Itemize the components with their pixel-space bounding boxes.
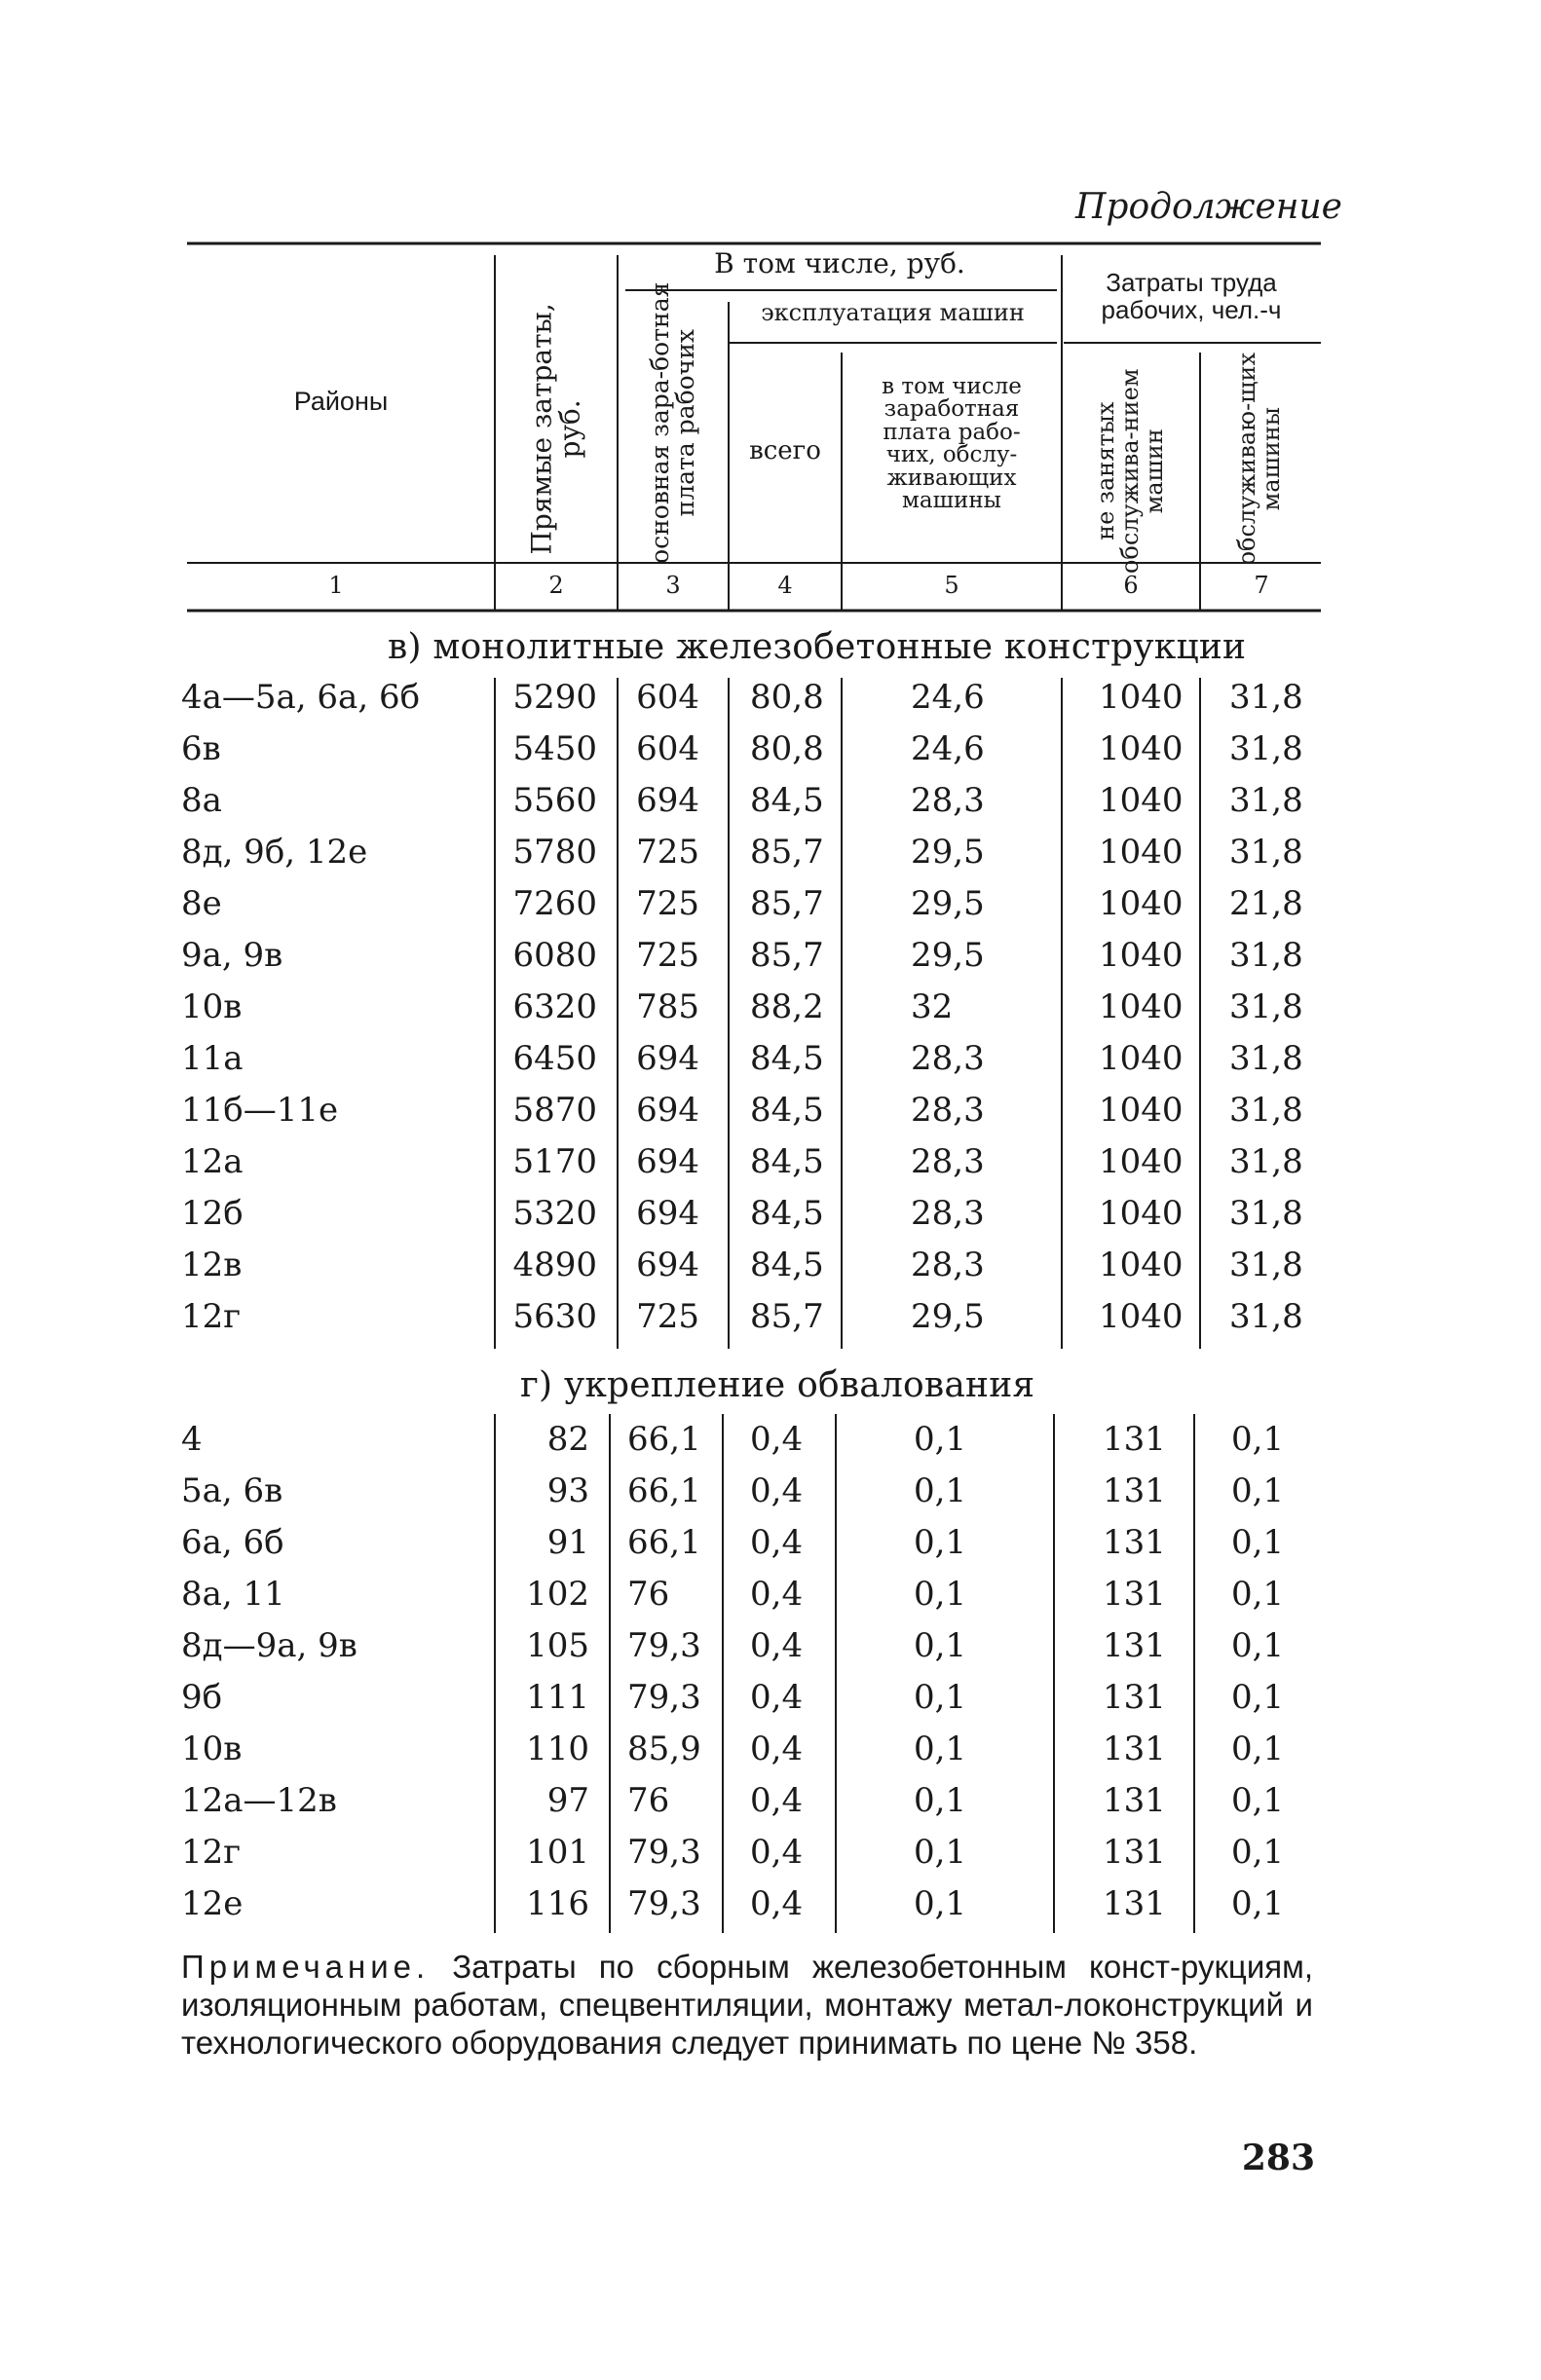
cell-labor-operating: 0,1 (1231, 1833, 1285, 1872)
cell-direct-costs: 6080 (512, 936, 597, 975)
header-total: всего (749, 436, 821, 465)
section-title-monolithic: в) монолитные железобетонные конструкции (388, 627, 1247, 667)
cell-machine-total: 0,4 (750, 1575, 804, 1614)
cell-direct-costs: 7260 (512, 884, 597, 923)
cell-operator-wage: 0,1 (914, 1833, 967, 1872)
cell-direct-costs: 5630 (512, 1297, 597, 1336)
page-number: 283 (1241, 2138, 1315, 2178)
cell-labor-operating: 31,8 (1229, 1246, 1303, 1284)
cell-labor-not-operating: 131 (1103, 1884, 1166, 1923)
table-row (0, 1575, 1541, 1625)
cell-machine-total: 0,4 (750, 1781, 804, 1820)
cell-machine-total: 0,4 (750, 1884, 804, 1923)
table-row (0, 1297, 1541, 1348)
cell-labor-not-operating: 131 (1103, 1575, 1166, 1614)
cell-labor-operating: 0,1 (1231, 1781, 1285, 1820)
cell-direct-costs: 5320 (512, 1194, 597, 1233)
table-row (0, 1833, 1541, 1883)
table-row (0, 1091, 1541, 1141)
cell-labor-operating: 0,1 (1231, 1729, 1285, 1768)
cell-direct-costs: 5780 (512, 833, 597, 872)
cell-region: 12а (181, 1142, 244, 1181)
cell-machine-total: 0,4 (750, 1420, 804, 1459)
cell-direct-costs: 102 (526, 1575, 589, 1614)
cell-region: 8д, 9б, 12е (181, 833, 368, 872)
cell-region: 8а (181, 781, 222, 820)
cell-region: 4а—5а, 6а, 6б (181, 678, 421, 717)
cell-base-wage: 79,3 (627, 1833, 701, 1872)
cell-labor-not-operating: 1040 (1099, 1297, 1184, 1336)
cell-region: 6а, 6б (181, 1523, 284, 1562)
cell-direct-costs: 110 (526, 1729, 589, 1768)
cell-base-wage: 66,1 (627, 1420, 701, 1459)
cell-region: 12б (181, 1194, 244, 1233)
header-machine-operation: эксплуатация машин (761, 299, 1025, 326)
cell-region: 11а (181, 1039, 244, 1078)
cell-direct-costs: 6320 (512, 987, 597, 1026)
column-number-2: 2 (548, 572, 564, 599)
cell-labor-operating: 31,8 (1229, 1091, 1303, 1130)
cell-labor-operating: 31,8 (1229, 987, 1303, 1026)
cell-direct-costs: 4890 (512, 1246, 597, 1284)
cell-operator-wage: 0,1 (914, 1471, 967, 1510)
cell-machine-total: 84,5 (750, 1194, 824, 1233)
cell-labor-not-operating: 1040 (1099, 781, 1184, 820)
section-title-embankment: г) укрепление обвалования (520, 1365, 1035, 1405)
cell-direct-costs: 5560 (512, 781, 597, 820)
cell-direct-costs: 116 (526, 1884, 589, 1923)
cell-base-wage: 85,9 (627, 1729, 701, 1768)
cell-machine-total: 0,4 (750, 1729, 804, 1768)
table-row (0, 1194, 1541, 1245)
table-row (0, 987, 1541, 1038)
cell-machine-total: 84,5 (750, 1246, 824, 1284)
column-number-3: 3 (665, 572, 681, 599)
cell-direct-costs: 6450 (512, 1039, 597, 1078)
cell-region: 8д—9а, 9в (181, 1626, 357, 1665)
note (181, 1948, 1313, 2062)
continuation-label: Продолжение (1075, 187, 1342, 227)
cell-base-wage: 725 (636, 936, 699, 975)
cell-labor-operating: 31,8 (1229, 1297, 1303, 1336)
table-row (0, 1781, 1541, 1832)
cell-region: 12г (181, 1833, 242, 1872)
table-row (0, 1039, 1541, 1090)
table-row (0, 1678, 1541, 1729)
table-row (0, 1626, 1541, 1677)
cell-direct-costs: 93 (546, 1471, 589, 1510)
cell-base-wage: 79,3 (627, 1626, 701, 1665)
cell-machine-total: 80,8 (750, 678, 824, 717)
cell-operator-wage: 0,1 (914, 1729, 967, 1768)
cell-region: 6в (181, 729, 221, 768)
cell-labor-operating: 0,1 (1231, 1626, 1285, 1665)
cell-labor-operating: 31,8 (1229, 781, 1303, 820)
cell-base-wage: 76 (627, 1575, 670, 1614)
header-direct-costs: Прямые затраты, руб. (525, 303, 586, 555)
column-number-7: 7 (1254, 572, 1269, 599)
cell-base-wage: 66,1 (627, 1471, 701, 1510)
cell-operator-wage: 0,1 (914, 1575, 967, 1614)
cell-labor-operating: 21,8 (1229, 884, 1303, 923)
header-labor-costs: Затраты труда рабочих, чел.-ч (1101, 268, 1282, 325)
cell-region: 8а, 11 (181, 1575, 285, 1614)
cell-direct-costs: 5170 (512, 1142, 597, 1181)
header-not-operating: не занятых обслужива-нием машин (1092, 368, 1169, 575)
cell-labor-not-operating: 131 (1103, 1781, 1166, 1820)
cell-region: 12в (181, 1246, 243, 1284)
cell-base-wage: 79,3 (627, 1678, 701, 1717)
cell-operator-wage: 0,1 (914, 1781, 967, 1820)
cell-labor-not-operating: 131 (1103, 1523, 1166, 1562)
cell-machine-total: 85,7 (750, 833, 824, 872)
cell-region: 9а, 9в (181, 936, 283, 975)
cell-machine-total: 85,7 (750, 1297, 824, 1336)
cell-labor-not-operating: 1040 (1099, 1039, 1184, 1078)
header-operating: обслуживаю-щих машины (1232, 352, 1285, 566)
cell-labor-operating: 0,1 (1231, 1678, 1285, 1717)
cell-region: 10в (181, 987, 243, 1026)
cell-region: 9б (181, 1678, 223, 1717)
note-label: Примечание. (181, 1949, 431, 1985)
cell-labor-operating: 31,8 (1229, 1039, 1303, 1078)
cell-labor-operating: 31,8 (1229, 833, 1303, 872)
cell-base-wage: 604 (636, 729, 699, 768)
cell-operator-wage: 0,1 (914, 1523, 967, 1562)
table-row (0, 781, 1541, 832)
cell-labor-operating: 31,8 (1229, 936, 1303, 975)
cell-labor-not-operating: 1040 (1099, 729, 1184, 768)
cell-region: 12е (181, 1884, 244, 1923)
cell-labor-operating: 0,1 (1231, 1575, 1285, 1614)
cell-operator-wage: 28,3 (911, 1091, 985, 1130)
cell-machine-total: 0,4 (750, 1833, 804, 1872)
table-row (0, 936, 1541, 986)
cell-region: 12г (181, 1297, 242, 1336)
cell-labor-not-operating: 131 (1103, 1678, 1166, 1717)
cell-region: 11б—11е (181, 1091, 339, 1130)
table-row (0, 1884, 1541, 1935)
cell-base-wage: 694 (636, 1246, 699, 1284)
cell-operator-wage: 0,1 (914, 1884, 967, 1923)
cell-labor-not-operating: 131 (1103, 1729, 1166, 1768)
cell-direct-costs: 82 (546, 1420, 589, 1459)
cell-labor-not-operating: 131 (1103, 1626, 1166, 1665)
cell-base-wage: 66,1 (627, 1523, 701, 1562)
cell-direct-costs: 101 (526, 1833, 589, 1872)
table-row (0, 1729, 1541, 1780)
cell-direct-costs: 5870 (512, 1091, 597, 1130)
cell-machine-total: 85,7 (750, 936, 824, 975)
cell-operator-wage: 0,1 (914, 1626, 967, 1665)
cell-operator-wage: 29,5 (911, 1297, 985, 1336)
cell-labor-not-operating: 1040 (1099, 678, 1184, 717)
cell-base-wage: 604 (636, 678, 699, 717)
cell-labor-not-operating: 1040 (1099, 1194, 1184, 1233)
column-number-6: 6 (1123, 572, 1139, 599)
cell-direct-costs: 105 (526, 1626, 589, 1665)
cell-operator-wage: 32 (911, 987, 954, 1026)
header-including: В том числе, руб. (714, 247, 965, 279)
cell-base-wage: 694 (636, 1194, 699, 1233)
cell-direct-costs: 91 (546, 1523, 589, 1562)
cell-operator-wage: 24,6 (911, 729, 985, 768)
table-row (0, 1142, 1541, 1193)
cell-machine-total: 0,4 (750, 1626, 804, 1665)
cell-base-wage: 725 (636, 1297, 699, 1336)
cell-machine-total: 88,2 (750, 987, 824, 1026)
cell-labor-operating: 0,1 (1231, 1884, 1285, 1923)
cell-direct-costs: 5450 (512, 729, 597, 768)
cell-operator-wage: 29,5 (911, 936, 985, 975)
cell-labor-operating: 31,8 (1229, 729, 1303, 768)
cell-labor-not-operating: 1040 (1099, 1246, 1184, 1284)
cell-base-wage: 694 (636, 1039, 699, 1078)
column-number-1: 1 (328, 572, 344, 599)
table-row (0, 1420, 1541, 1470)
cell-region: 12а—12в (181, 1781, 337, 1820)
cell-region: 8е (181, 884, 222, 923)
cell-labor-operating: 0,1 (1231, 1471, 1285, 1510)
cell-machine-total: 80,8 (750, 729, 824, 768)
table-row (0, 729, 1541, 780)
cell-base-wage: 725 (636, 833, 699, 872)
cell-base-wage: 785 (636, 987, 699, 1026)
cell-labor-not-operating: 131 (1103, 1471, 1166, 1510)
cell-labor-operating: 0,1 (1231, 1523, 1285, 1562)
table-row (0, 1523, 1541, 1574)
cell-labor-not-operating: 1040 (1099, 936, 1184, 975)
cell-machine-total: 84,5 (750, 1142, 824, 1181)
table-row (0, 678, 1541, 728)
cell-direct-costs: 97 (546, 1781, 589, 1820)
cell-operator-wage: 28,3 (911, 1039, 985, 1078)
cell-labor-operating: 31,8 (1229, 1142, 1303, 1181)
cell-labor-not-operating: 1040 (1099, 884, 1184, 923)
cell-labor-not-operating: 1040 (1099, 833, 1184, 872)
cell-region: 5а, 6в (181, 1471, 283, 1510)
table-row (0, 884, 1541, 935)
cell-labor-not-operating: 131 (1103, 1833, 1166, 1872)
cell-base-wage: 694 (636, 1142, 699, 1181)
cell-base-wage: 76 (627, 1781, 670, 1820)
cell-machine-total: 85,7 (750, 884, 824, 923)
table-row (0, 833, 1541, 883)
header-regions: Районы (293, 387, 389, 416)
cell-direct-costs: 5290 (512, 678, 597, 717)
cell-operator-wage: 29,5 (911, 884, 985, 923)
cell-labor-operating: 0,1 (1231, 1420, 1285, 1459)
cell-operator-wage: 28,3 (911, 1246, 985, 1284)
cell-machine-total: 0,4 (750, 1678, 804, 1717)
column-number-5: 5 (944, 572, 959, 599)
column-number-4: 4 (777, 572, 793, 599)
cell-region: 10в (181, 1729, 243, 1768)
cell-base-wage: 79,3 (627, 1884, 701, 1923)
cell-direct-costs: 111 (526, 1678, 589, 1717)
cell-base-wage: 694 (636, 1091, 699, 1130)
cell-labor-operating: 31,8 (1229, 1194, 1303, 1233)
cell-operator-wage: 28,3 (911, 1142, 985, 1181)
cell-operator-wage: 24,6 (911, 678, 985, 717)
cell-machine-total: 84,5 (750, 1039, 824, 1078)
cell-labor-not-operating: 1040 (1099, 987, 1184, 1026)
header-wage-operators: в том числе заработная плата рабо-чих, обслу-живающих машины (882, 374, 1022, 514)
cell-base-wage: 694 (636, 781, 699, 820)
cell-machine-total: 0,4 (750, 1471, 804, 1510)
cell-operator-wage: 29,5 (911, 833, 985, 872)
cell-machine-total: 84,5 (750, 1091, 824, 1130)
cell-machine-total: 84,5 (750, 781, 824, 820)
cell-labor-not-operating: 1040 (1099, 1142, 1184, 1181)
cell-base-wage: 725 (636, 884, 699, 923)
cell-machine-total: 0,4 (750, 1523, 804, 1562)
table-row (0, 1246, 1541, 1296)
cell-operator-wage: 28,3 (911, 781, 985, 820)
cell-operator-wage: 0,1 (914, 1420, 967, 1459)
cell-operator-wage: 28,3 (911, 1194, 985, 1233)
table-row (0, 1471, 1541, 1522)
cell-operator-wage: 0,1 (914, 1678, 967, 1717)
cell-labor-not-operating: 1040 (1099, 1091, 1184, 1130)
cell-region: 4 (181, 1420, 203, 1459)
cell-labor-operating: 31,8 (1229, 678, 1303, 717)
cell-labor-not-operating: 131 (1103, 1420, 1166, 1459)
header-base-wage: основная зара-ботная плата рабочих (645, 281, 699, 564)
note-text: Затраты по сборным железобетонным конст-рукциям, изоляционным работам, спецвентиляции, монтажу метал-локонструкций и технологического оборудования следует принимать по цене № 358. (181, 1949, 1313, 2061)
